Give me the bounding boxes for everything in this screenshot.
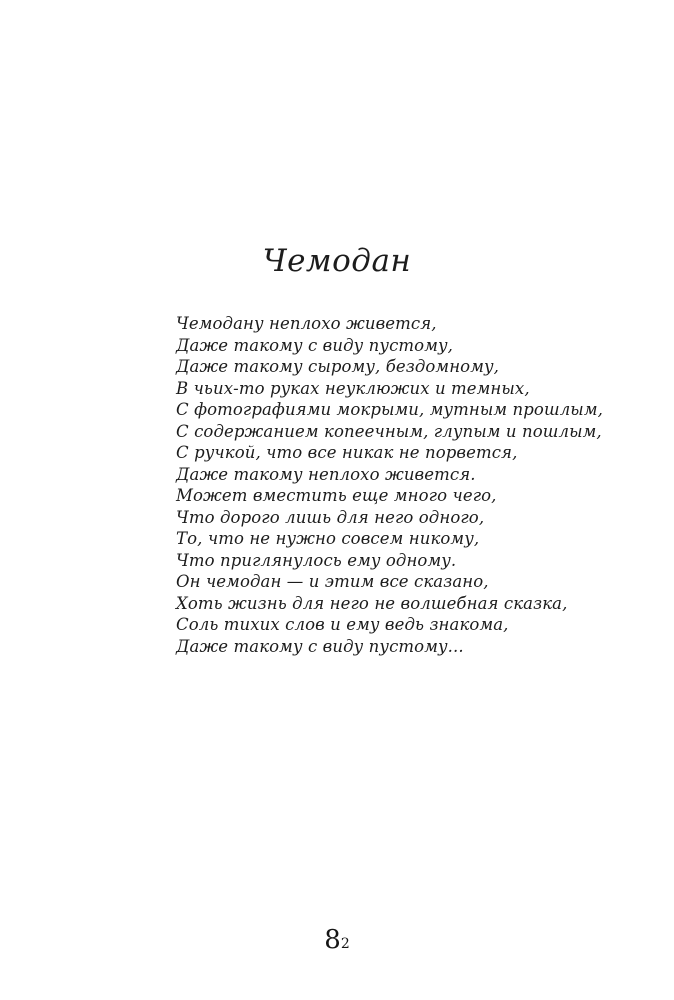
- poem-line: С содержанием копеечным, глупым и пошлым,: [176, 421, 602, 441]
- poem-line: Что приглянулось ему одному.: [176, 550, 457, 570]
- poem-line: Хоть жизнь для него не волшебная сказка,: [176, 593, 568, 613]
- poem-body: [176, 313, 603, 657]
- poem-title: Чемодан: [262, 243, 412, 279]
- poem-line: Даже такому сырому, бездомному,: [176, 357, 500, 376]
- poem-line: Чемодану неплохо живется,: [176, 314, 437, 333]
- poem-line: Даже такому неплохо живется.: [176, 464, 476, 484]
- poem-line: Даже такому с виду пустому,: [176, 335, 453, 355]
- poem-line: Что дорого лишь для него одного,: [176, 507, 485, 527]
- page-number: [0, 925, 674, 955]
- page-number-digit-small: 2: [340, 936, 350, 952]
- poem-line: То, что не нужно совсем никому,: [176, 529, 480, 548]
- page-number-digit-large: 8: [324, 925, 341, 955]
- poem-line: Может вместить еще много чего,: [176, 486, 497, 505]
- poem-line: С фотографиями мокрыми, мутным прошлым,: [176, 400, 603, 419]
- poem-line: Даже такому с виду пустому...: [176, 636, 464, 656]
- poem-line: С ручкой, что все никак не порвется,: [176, 443, 518, 462]
- poem-line: Соль тихих слов и ему ведь знакома,: [176, 615, 509, 634]
- poem-line: В чьих-то руках неуклюжих и темных,: [176, 378, 530, 398]
- poem-line: Он чемодан — и этим все сказано,: [176, 572, 489, 591]
